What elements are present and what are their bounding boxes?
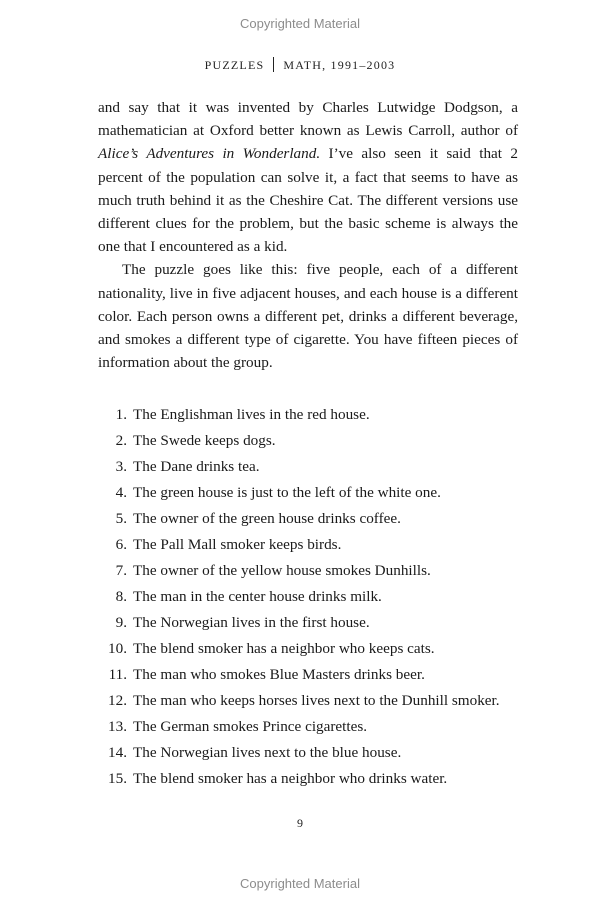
list-item-text: The man who smokes Blue Masters drinks beer. <box>133 666 425 683</box>
book-title-italic: Alice’s Adventures in Wonderland. <box>98 145 321 163</box>
list-item <box>98 610 518 636</box>
copyright-watermark-bottom: Copyrighted Material <box>240 876 360 891</box>
paragraph-1-end: I’ve also seen it said that 2 percent of the population can solve it, a fact that seems to have as much truth behind it as the Cheshire Cat. The different versions use different clues for the problem, but the basic scheme is always the one that I encountered as a kid. <box>98 145 518 256</box>
running-head-chapter: MATH, 1991–2003 <box>283 58 396 72</box>
running-head-section: PUZZLES <box>204 58 265 72</box>
list-item <box>98 506 518 532</box>
list-item-number: 7. <box>115 562 127 579</box>
list-item-number: 11. <box>108 666 127 683</box>
list-item <box>98 688 518 714</box>
list-item-number: 4. <box>115 484 127 501</box>
list-item-number: 6. <box>115 536 127 553</box>
copyright-watermark-top: Copyrighted Material <box>240 16 360 31</box>
list-item-number: 5. <box>115 510 127 527</box>
list-item-number: 1. <box>115 406 127 423</box>
list-item <box>98 480 518 506</box>
list-item-number: 15. <box>108 770 127 787</box>
list-item-number: 14. <box>108 744 127 761</box>
body-text <box>98 96 518 374</box>
list-item-number: 8. <box>115 588 127 605</box>
list-item <box>98 662 518 688</box>
paragraph-1-start: and say that it was invented by Charles Lutwidge Dodgson, a mathematician at Oxford better known as Lewis Carroll, author of <box>98 99 518 140</box>
paragraph-continued <box>98 96 518 258</box>
list-item-text: The owner of the green house drinks coffee. <box>133 510 401 527</box>
running-head-divider <box>273 57 274 72</box>
list-item-text: The Swede keeps dogs. <box>133 432 276 449</box>
list-item <box>98 402 518 428</box>
list-item <box>98 532 518 558</box>
list-item-text: The man in the center house drinks milk. <box>133 588 382 605</box>
list-item-number: 10. <box>108 640 127 657</box>
list-item-number: 3. <box>115 458 127 475</box>
list-item-number: 12. <box>108 692 127 709</box>
running-head <box>0 57 600 73</box>
list-item <box>98 740 518 766</box>
clue-list <box>98 402 518 792</box>
list-item-text: The blend smoker has a neighbor who keeps cats. <box>133 640 435 657</box>
list-item <box>98 428 518 454</box>
list-item-text: The German smokes Prince cigarettes. <box>133 718 368 735</box>
list-item-text: The Dane drinks tea. <box>133 458 260 475</box>
list-item <box>98 636 518 662</box>
list-item-text: The Norwegian lives next to the blue house. <box>133 744 402 761</box>
list-item <box>98 454 518 480</box>
list-item <box>98 584 518 610</box>
page-number: 9 <box>297 816 303 830</box>
list-item <box>98 714 518 740</box>
list-item-text: The Pall Mall smoker keeps birds. <box>133 536 342 553</box>
list-item-text: The owner of the yellow house smokes Dunhills. <box>133 562 431 579</box>
list-item-number: 2. <box>115 432 127 449</box>
list-item-text: The blend smoker has a neighbor who drinks water. <box>133 770 448 787</box>
list-item-number: 13. <box>108 718 127 735</box>
list-item <box>98 558 518 584</box>
paragraph-puzzle-intro: The puzzle goes like this: five people, each of a different nationality, live in five adjacent houses, and each house is a different color. Each person owns a different pet, drinks a different beverage, and smokes a different type of cigarette. You have fifteen pieces of information about the group. <box>98 261 518 372</box>
list-item-text: The Englishman lives in the red house. <box>133 406 370 423</box>
list-item-number: 9. <box>115 614 127 631</box>
list-item-text: The man who keeps horses lives next to the Dunhill smoker. <box>133 692 500 709</box>
list-item-text: The Norwegian lives in the first house. <box>133 614 370 631</box>
list-item-text: The green house is just to the left of the white one. <box>133 484 441 501</box>
list-item <box>98 766 518 792</box>
